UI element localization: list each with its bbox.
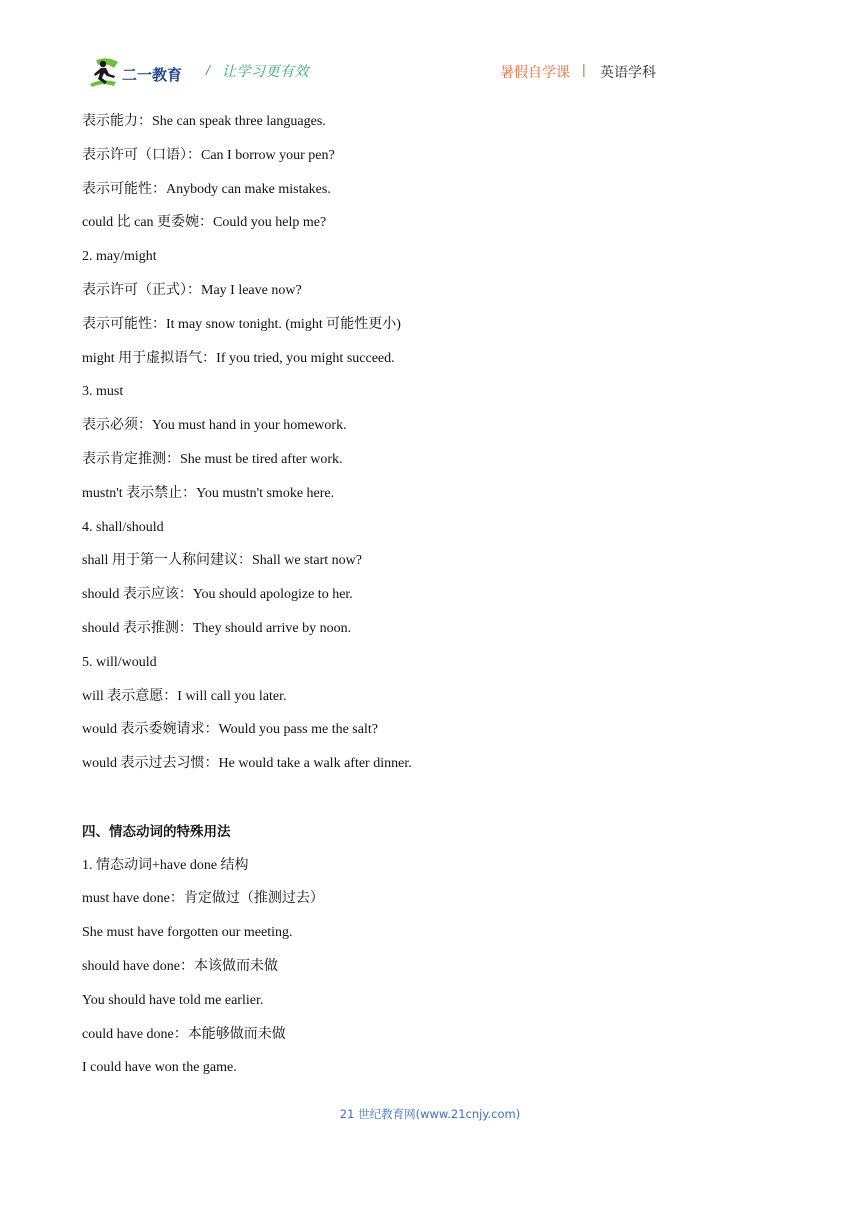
document-body xyxy=(82,112,782,1092)
text-line: could 比 can 更委婉：Could you help me? xyxy=(82,215,327,231)
subsection-title: 1. 情态动词+have done 结构 xyxy=(82,857,249,873)
blank-line xyxy=(82,788,782,822)
slogan-separator: / xyxy=(206,62,210,78)
text-line: 表示可能性：It may snow tonight. (might 可能性更小) xyxy=(82,316,401,332)
course-label: 暑假自学课 xyxy=(500,65,570,81)
text-line: should have done：本该做而未做 xyxy=(82,958,278,974)
text-line: 表示必须：You must hand in your homework. xyxy=(82,418,347,434)
text-line: 表示许可（正式）：May I leave now? xyxy=(82,282,302,298)
page-footer: 21 世纪教育网(www.21cnjy.com) xyxy=(339,1107,521,1121)
running-figure-logo-icon xyxy=(82,56,190,90)
subsection-title: 3. must xyxy=(82,384,124,400)
text-line: 表示可能性：Anybody can make mistakes. xyxy=(82,181,331,197)
example-sentence: I could have won the game. xyxy=(82,1060,237,1076)
text-line: mustn't 表示禁止：You mustn't smoke here. xyxy=(82,485,335,501)
section-heading: 四、情态动词的特殊用法 xyxy=(82,823,231,840)
logo xyxy=(82,56,190,90)
text-line: 表示能力：She can speak three languages. xyxy=(82,114,326,129)
slogan: 让学习更有效 xyxy=(222,64,309,80)
text-line: would 表示委婉请求：Would you pass me the salt? xyxy=(82,722,378,738)
text-line: will 表示意愿：I will call you later. xyxy=(82,688,287,704)
text-line: might 用于虚拟语气：If you tried, you might succeed. xyxy=(82,350,395,366)
text-line: would 表示过去习惯：He would take a walk after dinner. xyxy=(82,756,412,772)
text-line: shall 用于第一人称问建议：Shall we start now? xyxy=(82,553,362,569)
text-line: should 表示应该：You should apologize to her. xyxy=(82,587,353,603)
course-separator: | xyxy=(582,61,586,77)
svg-text:二一教育: 二一教育 xyxy=(122,66,183,84)
text-line: 表示肯定推测：She must be tired after work. xyxy=(82,451,343,467)
subsection-title: 5. will/would xyxy=(82,654,157,670)
text-line: must have done：肯定做过（推测过去） xyxy=(82,891,324,907)
text-line: could have done：本能够做而未做 xyxy=(82,1026,286,1042)
subsection-title: 4. shall/should xyxy=(82,519,164,535)
text-line: 表示许可（口语）：Can I borrow your pen? xyxy=(82,147,335,163)
subsection-title: 2. may/might xyxy=(82,249,157,265)
subject-label: 英语学科 xyxy=(600,65,656,81)
page-header xyxy=(82,56,682,90)
example-sentence: She must have forgotten our meeting. xyxy=(82,925,293,941)
example-sentence: You should have told me earlier. xyxy=(82,992,264,1008)
text-line: should 表示推测：They should arrive by noon. xyxy=(82,620,352,636)
